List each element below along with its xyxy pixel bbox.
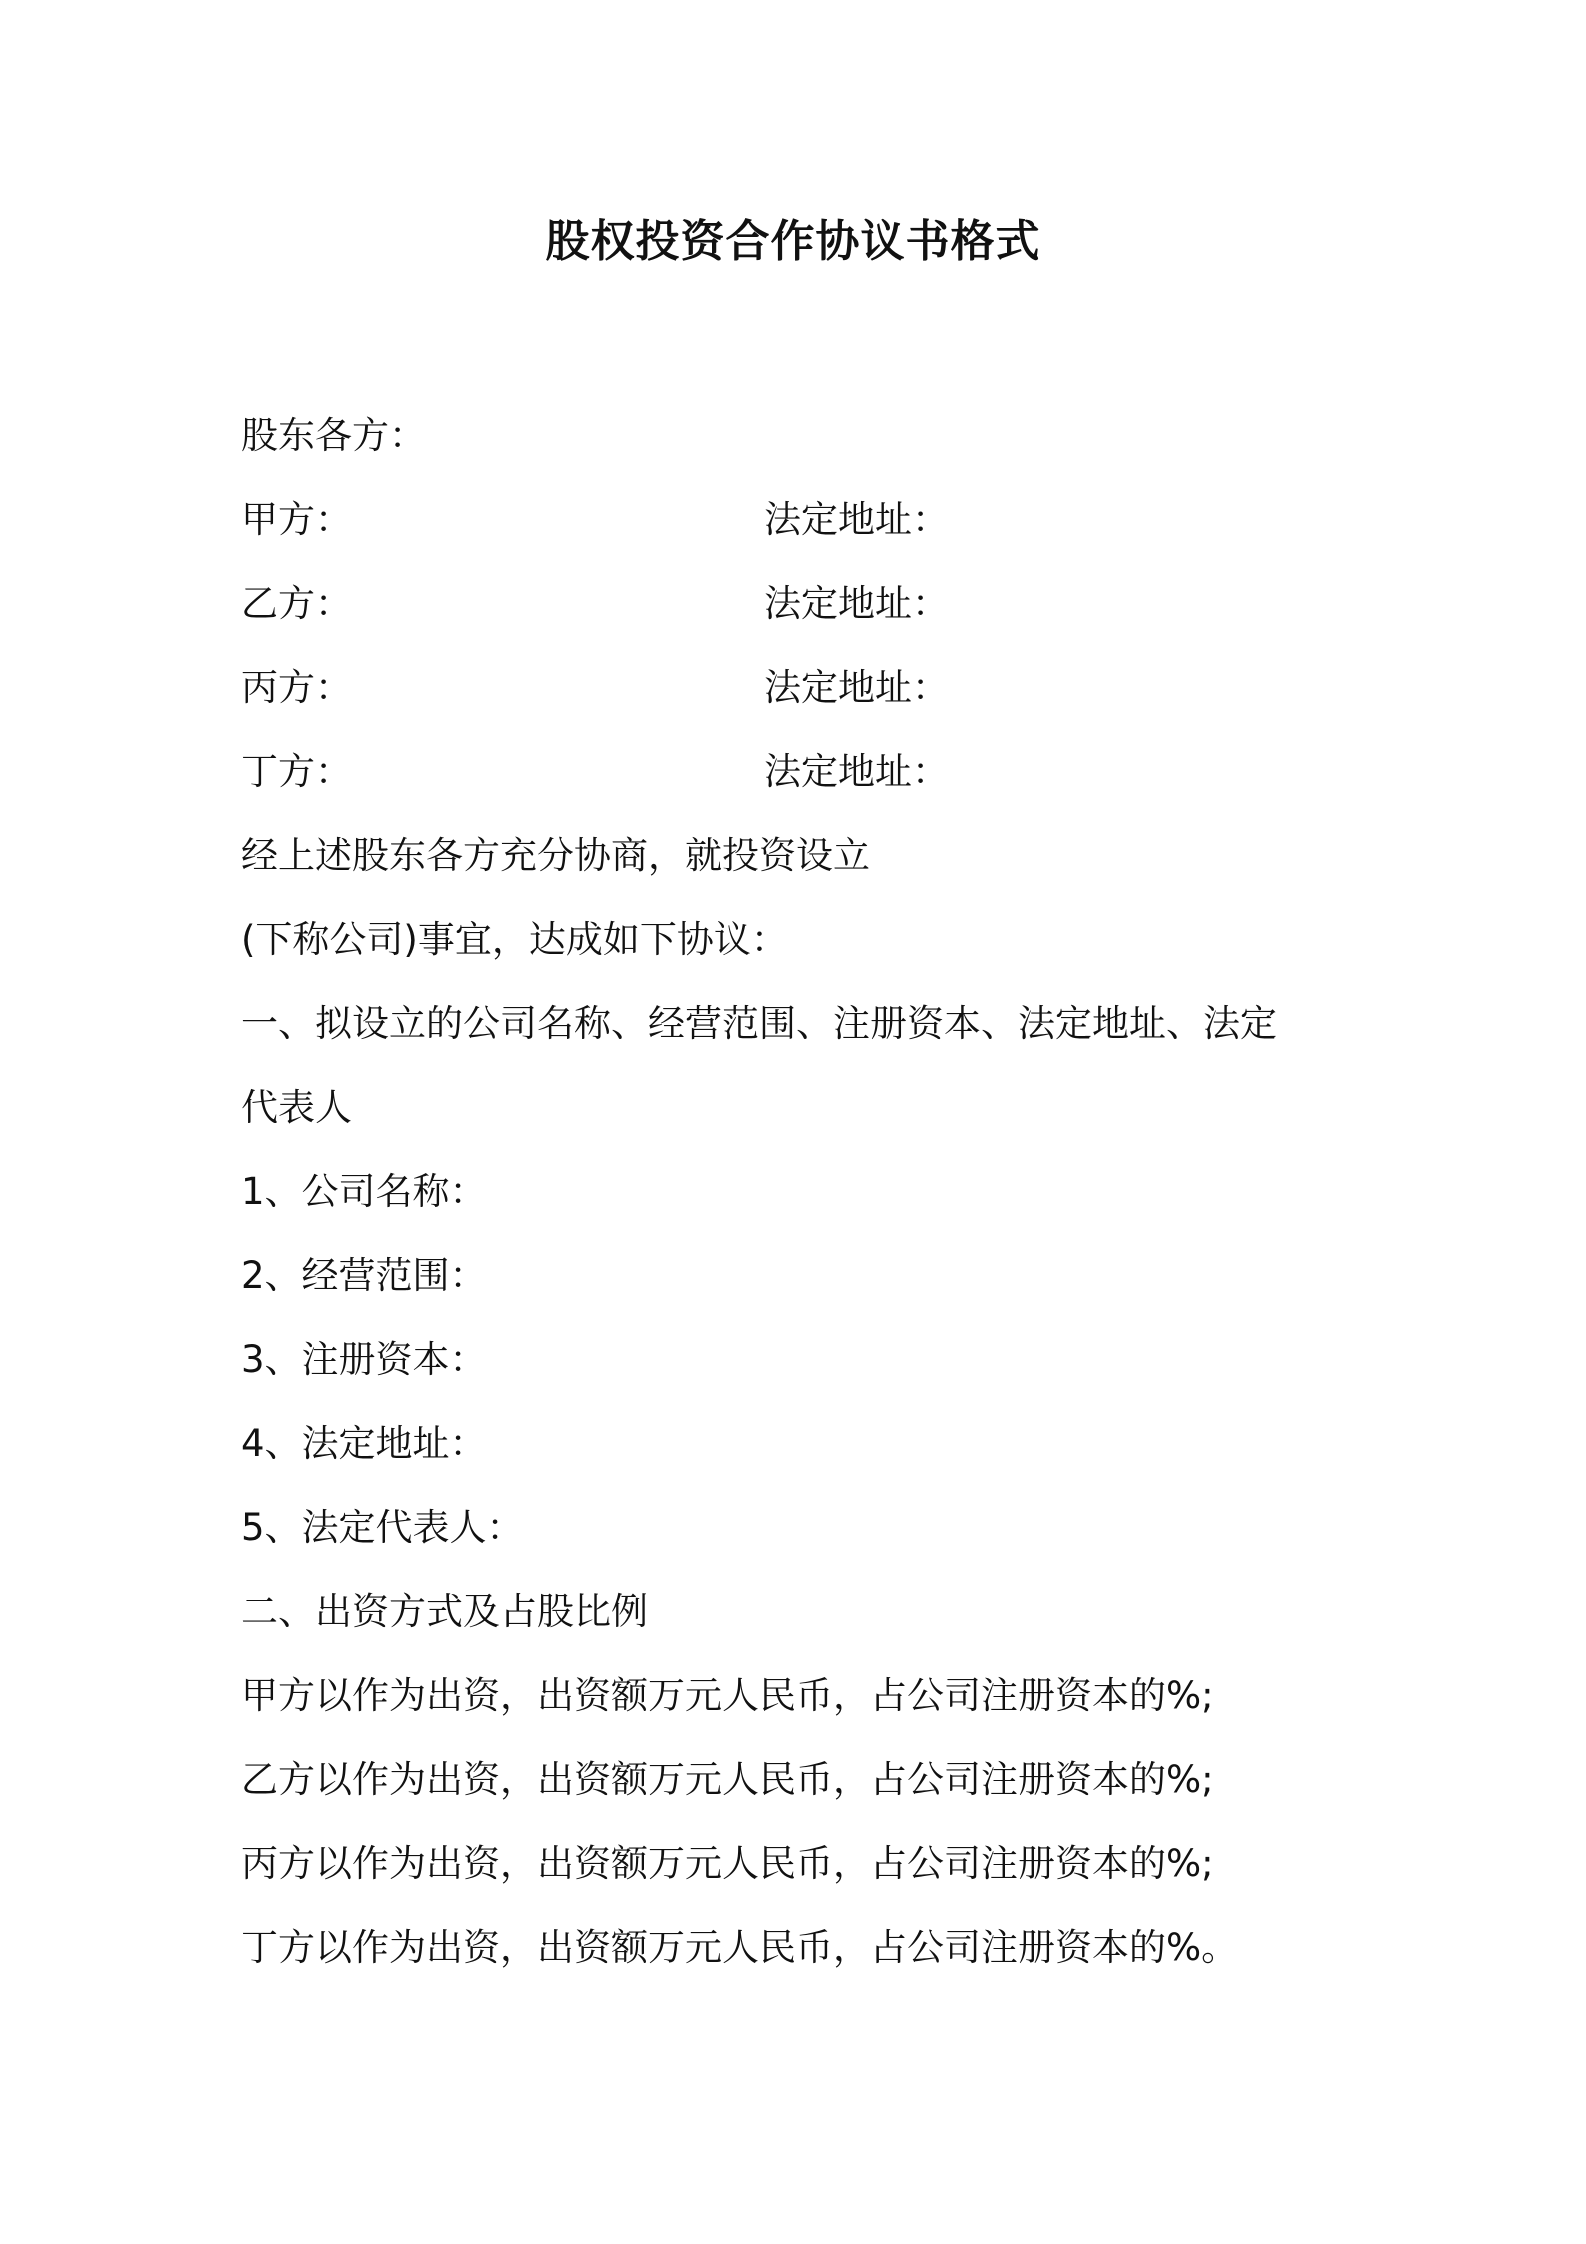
section-2-line-c: 丙方以作为出资，出资额万元人民币，占公司注册资本的%; [241, 1842, 1214, 1885]
section-1-item-business-scope: 2、经营范围： [241, 1254, 487, 1297]
section-2-line-a: 甲方以作为出资，出资额万元人民币，占公司注册资本的%; [241, 1674, 1214, 1717]
section-1-item-company-name: 1、公司名称： [241, 1170, 487, 1213]
section-1-item-legal-representative: 5、法定代表人： [241, 1506, 524, 1549]
party-address-label: 法定地址： [764, 666, 949, 709]
section-2-line-b: 乙方以作为出资，出资额万元人民币，占公司注册资本的%; [241, 1758, 1214, 1801]
intro-line-1: 经上述股东各方充分协商，就投资设立 [241, 834, 870, 877]
party-name: 丁方： [241, 750, 352, 793]
party-row-a [241, 494, 1441, 546]
party-name: 乙方： [241, 582, 352, 625]
section-1-item-legal-address: 4、法定地址： [241, 1422, 487, 1465]
section-2-line-d: 丁方以作为出资，出资额万元人民币，占公司注册资本的%。 [241, 1926, 1239, 1969]
party-address-label: 法定地址： [764, 498, 949, 541]
party-address-label: 法定地址： [764, 750, 949, 793]
party-address-label: 法定地址： [764, 582, 949, 625]
party-row-c [241, 662, 1441, 714]
party-row-d [241, 746, 1441, 798]
shareholders-heading: 股东各方： [241, 414, 426, 457]
party-name: 甲方： [241, 498, 352, 541]
section-1-item-registered-capital: 3、注册资本： [241, 1338, 487, 1381]
party-name: 丙方： [241, 666, 352, 709]
document-title: 股权投资合作协议书格式 [545, 216, 1041, 267]
section-2-heading: 二、出资方式及占股比例 [241, 1590, 648, 1633]
section-1-heading-continued: 代表人 [241, 1086, 352, 1129]
section-1-heading: 一、拟设立的公司名称、经营范围、注册资本、法定地址、法定 [241, 1002, 1277, 1045]
intro-line-2: (下称公司)事宜，达成如下协议： [241, 918, 788, 961]
party-row-b [241, 578, 1441, 630]
